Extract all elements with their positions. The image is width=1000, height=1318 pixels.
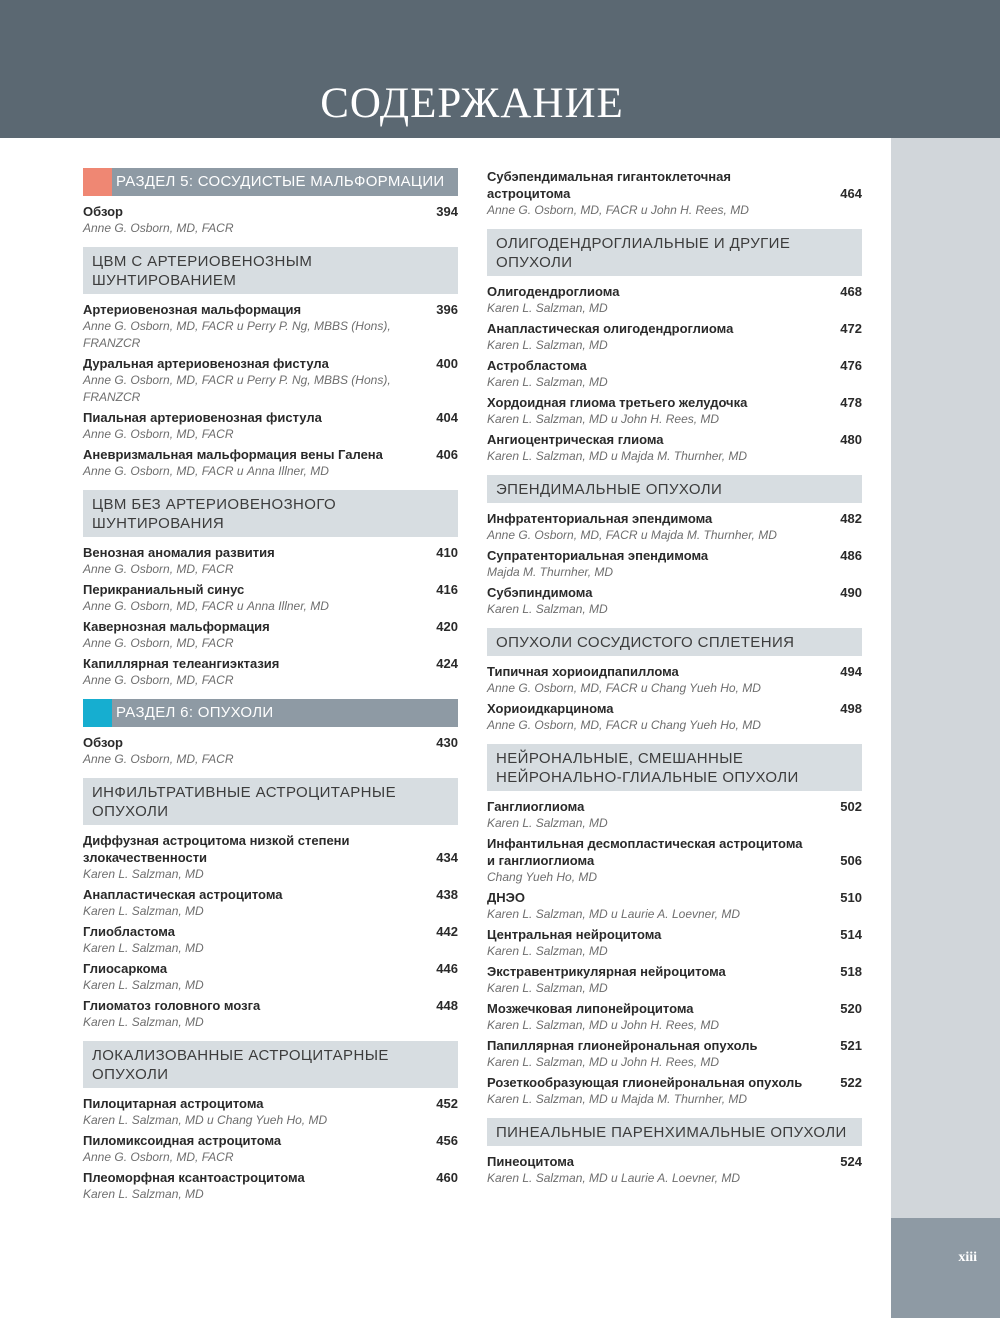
toc-entry[interactable]: [487, 700, 862, 734]
toc-entry[interactable]: [487, 357, 862, 391]
entry-page: 502: [840, 799, 862, 814]
entry-page: 420: [436, 619, 458, 634]
entry-page: 476: [840, 358, 862, 373]
entry-author: Karen L. Salzman, MD и Laurie A. Loevner, MD: [487, 1171, 741, 1185]
entry-title: Центральная нейроцитома: [487, 927, 662, 942]
toc-entry[interactable]: [487, 283, 862, 317]
page-title: СОДЕРЖАНИЕ: [320, 80, 624, 127]
toc-entry[interactable]: [487, 547, 862, 581]
entry-author: Anne G. Osborn, MD, FACR и John H. Rees, MD: [487, 203, 749, 217]
entry-page: 498: [840, 701, 862, 716]
entry-title: Ганглиоглиома: [487, 799, 585, 814]
entry-page: 472: [840, 321, 862, 336]
entry-page: 438: [436, 887, 458, 902]
entry-page: 446: [436, 961, 458, 976]
entry-page: 396: [436, 302, 458, 317]
entry-title: Хориоидкарцинома: [487, 701, 614, 716]
entry-page: 490: [840, 585, 862, 600]
entry-title: Пиальная артериовенозная фистула: [83, 410, 322, 425]
entry-title: Обзор: [83, 735, 123, 750]
entry-title: Перикраниальный синус: [83, 582, 245, 597]
entry-author: Karen L. Salzman, MD: [83, 1015, 204, 1029]
entry-page: 424: [436, 656, 458, 671]
entry-title: Инфратенториальная эпендимома: [487, 511, 713, 526]
toc-entry[interactable]: [83, 301, 458, 352]
entry-title: Мозжечковая липонейроцитома: [487, 1001, 694, 1016]
section-header-neuronal: НЕЙРОНАЛЬНЫЕ, СМЕШАННЫЕ НЕЙРОНАЛЬНО-ГЛИАЛЬНЫЕ ОПУХОЛИ: [487, 744, 862, 791]
toc-entry[interactable]: [83, 734, 458, 768]
entry-page: 400: [436, 356, 458, 371]
toc-entry[interactable]: [487, 584, 862, 618]
section-header-infiltrative: ИНФИЛЬТРАТИВНЫЕ АСТРОЦИТАРНЫЕ ОПУХОЛИ: [83, 778, 458, 825]
part-5-header: [83, 168, 458, 196]
toc-entry[interactable]: [83, 997, 458, 1031]
toc-right-column: [487, 168, 862, 1190]
entry-author: Karen L. Salzman, MD: [487, 338, 608, 352]
entry-author: Anne G. Osborn, MD, FACR: [83, 752, 234, 766]
entry-page: 416: [436, 582, 458, 597]
entry-title: Глиоматоз головного мозга: [83, 998, 261, 1013]
entry-title: Глиосаркома: [83, 961, 168, 976]
entry-page: 448: [436, 998, 458, 1013]
entry-author: Karen L. Salzman, MD: [487, 375, 608, 389]
entry-author: Karen L. Salzman, MD и Laurie A. Loevner, MD: [487, 907, 741, 921]
entry-page: 456: [436, 1133, 458, 1148]
entry-page: 434: [436, 850, 458, 865]
section-header-oligodendroglial: ОЛИГОДЕНДРОГЛИАЛЬНЫЕ И ДРУГИЕ ОПУХОЛИ: [487, 229, 862, 276]
toc-entry[interactable]: [487, 663, 862, 697]
entry-author: Karen L. Salzman, MD и Chang Yueh Ho, MD: [83, 1113, 328, 1127]
entry-title: Глиобластома: [83, 924, 175, 939]
toc-entry[interactable]: [83, 1169, 458, 1203]
entry-author: Anne G. Osborn, MD, FACR и Chang Yueh Ho, MD: [487, 681, 761, 695]
entry-author: Karen L. Salzman, MD: [83, 904, 204, 918]
entry-author: Karen L. Salzman, MD: [83, 941, 204, 955]
entry-author: Karen L. Salzman, MD: [487, 816, 608, 830]
entry-title: Розеткообразующая глионейрональная опухоль: [487, 1075, 803, 1090]
entry-title: Плеоморфная ксантоастроцитома: [83, 1170, 305, 1185]
section-header-shunt: ЦВМ С АРТЕРИОВЕНОЗНЫМ ШУНТИРОВАНИЕМ: [83, 247, 458, 294]
entry-author: Anne G. Osborn, MD, FACR и Anna Illner, MD: [83, 464, 329, 478]
entry-author: Chang Yueh Ho, MD: [487, 870, 598, 884]
right-margin-strip: [891, 138, 1000, 1318]
page-header: [0, 0, 1000, 138]
entry-author: Anne G. Osborn, MD, FACR и Perry P. Ng, MBBS (Hons), FRANZCR: [83, 373, 391, 404]
entry-title: Артериовенозная мальформация: [83, 302, 302, 317]
toc-entry[interactable]: [83, 355, 458, 406]
section-header-choroid-plexus: ОПУХОЛИ СОСУДИСТОГО СПЛЕТЕНИЯ: [487, 628, 862, 656]
entry-title: Анапластическая олигодендроглиома: [487, 321, 734, 336]
page-number-tab: [891, 1218, 1000, 1318]
entry-title: Пиломиксоидная астроцитома: [83, 1133, 282, 1148]
entry-title: Субэпиндимома: [487, 585, 593, 600]
toc-entry[interactable]: [83, 446, 458, 480]
toc-entry[interactable]: [83, 203, 458, 237]
entry-page: 524: [840, 1154, 862, 1169]
entry-title: Ангиоцентрическая глиома: [487, 432, 664, 447]
entry-page: 406: [436, 447, 458, 462]
toc-entry[interactable]: [487, 1074, 862, 1108]
entry-title: Хордоидная глиома третьего желудочка: [487, 395, 748, 410]
entry-author: Anne G. Osborn, MD, FACR и Majda M. Thurnher, MD: [487, 528, 777, 542]
entry-author: Karen L. Salzman, MD: [83, 978, 204, 992]
entry-page: 480: [840, 432, 862, 447]
toc-entry[interactable]: [487, 1037, 862, 1071]
entry-author: Karen L. Salzman, MD: [83, 867, 204, 881]
entry-title: Диффузная астроцитома низкой степени злокачественности: [83, 833, 350, 865]
entry-page: 514: [840, 927, 862, 942]
toc-entry[interactable]: [83, 618, 458, 652]
entry-author: Karen L. Salzman, MD и John H. Rees, MD: [487, 1018, 720, 1032]
entry-page: 522: [840, 1075, 862, 1090]
entry-author: Karen L. Salzman, MD и John H. Rees, MD: [487, 412, 720, 426]
entry-page: 452: [436, 1096, 458, 1111]
toc-entry[interactable]: [83, 655, 458, 689]
toc-entry[interactable]: [487, 926, 862, 960]
toc-entry[interactable]: [487, 1153, 862, 1187]
toc-entry[interactable]: [83, 409, 458, 443]
part-6-color-swatch: [83, 699, 112, 727]
entry-page: 430: [436, 735, 458, 750]
entry-title: Пилоцитарная астроцитома: [83, 1096, 264, 1111]
toc-entry[interactable]: [83, 886, 458, 920]
entry-title: Инфантильная десмопластическая астроцитома и ганглиоглиома: [487, 836, 803, 868]
entry-page: 521: [840, 1038, 862, 1053]
entry-page: 518: [840, 964, 862, 979]
entry-author: Karen L. Salzman, MD и Majda M. Thurnher, MD: [487, 1092, 748, 1106]
toc-entry[interactable]: [83, 544, 458, 578]
entry-author: Karen L. Salzman, MD: [487, 602, 608, 616]
part-5-color-swatch: [83, 168, 112, 196]
toc-entry[interactable]: [487, 889, 862, 923]
entry-page: 442: [436, 924, 458, 939]
entry-author: Anne G. Osborn, MD, FACR и Perry P. Ng, MBBS (Hons), FRANZCR: [83, 319, 391, 350]
toc-entry[interactable]: [83, 1132, 458, 1166]
entry-page: 464: [840, 186, 862, 201]
entry-page: 486: [840, 548, 862, 563]
entry-page: 478: [840, 395, 862, 410]
section-header-pineal: ПИНЕАЛЬНЫЕ ПАРЕНХИМАЛЬНЫЕ ОПУХОЛИ: [487, 1118, 862, 1146]
entry-page: 510: [840, 890, 862, 905]
entry-title: Капиллярная телеангиэктазия: [83, 656, 280, 671]
toc-left-column: [83, 168, 458, 1206]
toc-entry[interactable]: [487, 431, 862, 465]
toc-entry[interactable]: [487, 963, 862, 997]
entry-page: 494: [840, 664, 862, 679]
entry-page: 468: [840, 284, 862, 299]
entry-title: Анапластическая астроцитома: [83, 887, 283, 902]
toc-entry[interactable]: [83, 960, 458, 994]
entry-title: Олигодендроглиома: [487, 284, 620, 299]
entry-title: Венозная аномалия развития: [83, 545, 275, 560]
section-header-localized: ЛОКАЛИЗОВАННЫЕ АСТРОЦИТАРНЫЕ ОПУХОЛИ: [83, 1041, 458, 1088]
entry-title: Субэпендимальная гигантоклеточная астроцитома: [487, 169, 731, 201]
toc-entry[interactable]: [487, 320, 862, 354]
toc-entry[interactable]: [487, 835, 862, 886]
entry-author: Karen L. Salzman, MD: [487, 981, 608, 995]
entry-author: Anne G. Osborn, MD, FACR: [83, 562, 234, 576]
toc-entry[interactable]: [487, 510, 862, 544]
entry-page: 520: [840, 1001, 862, 1016]
entry-author: Anne G. Osborn, MD, FACR и Anna Illner, MD: [83, 599, 329, 613]
part-5-title: РАЗДЕЛ 5: СОСУДИСТЫЕ МАЛЬФОРМАЦИИ: [116, 173, 445, 190]
entry-title: Обзор: [83, 204, 123, 219]
toc-entry[interactable]: [487, 1000, 862, 1034]
entry-author: Karen L. Salzman, MD: [83, 1187, 204, 1201]
entry-author: Anne G. Osborn, MD, FACR: [83, 673, 234, 687]
toc-entry[interactable]: [487, 168, 862, 219]
entry-title: Типичная хориоидпапиллома: [487, 664, 679, 679]
toc-entry[interactable]: [487, 798, 862, 832]
toc-entry[interactable]: [83, 1095, 458, 1129]
entry-page: 394: [436, 204, 458, 219]
section-header-ependymal: ЭПЕНДИМАЛЬНЫЕ ОПУХОЛИ: [487, 475, 862, 503]
entry-title: Аневризмальная мальформация вены Галена: [83, 447, 383, 462]
entry-author: Majda M. Thurnher, MD: [487, 565, 614, 579]
section-header-no-shunt: ЦВМ БЕЗ АРТЕРИОВЕНОЗНОГО ШУНТИРОВАНИЯ: [83, 490, 458, 537]
part-6-title: РАЗДЕЛ 6: ОПУХОЛИ: [116, 704, 274, 721]
entry-author: Anne G. Osborn, MD, FACR: [83, 221, 234, 235]
entry-title: ДНЭО: [487, 890, 526, 905]
entry-page: 482: [840, 511, 862, 526]
toc-entry[interactable]: [83, 832, 458, 883]
entry-author: Karen L. Salzman, MD и John H. Rees, MD: [487, 1055, 720, 1069]
toc-entry[interactable]: [83, 923, 458, 957]
entry-author: Karen L. Salzman, MD: [487, 944, 608, 958]
entry-title: Супратенториальная эпендимома: [487, 548, 709, 563]
entry-page: 410: [436, 545, 458, 560]
entry-title: Папиллярная глионейрональная опухоль: [487, 1038, 758, 1053]
entry-author: Anne G. Osborn, MD, FACR и Chang Yueh Ho, MD: [487, 718, 761, 732]
entry-title: Экстравентрикулярная нейроцитома: [487, 964, 726, 979]
toc-entry[interactable]: [487, 394, 862, 428]
part-6-header: [83, 699, 458, 727]
page-number: xiii: [958, 1250, 977, 1265]
toc-entry[interactable]: [83, 581, 458, 615]
entry-page: 506: [840, 853, 862, 868]
entry-title: Дуральная артериовенозная фистула: [83, 356, 329, 371]
entry-author: Anne G. Osborn, MD, FACR: [83, 427, 234, 441]
entry-author: Anne G. Osborn, MD, FACR: [83, 1150, 234, 1164]
entry-title: Пинеоцитома: [487, 1154, 574, 1169]
entry-title: Астробластома: [487, 358, 587, 373]
entry-title: Кавернозная мальформация: [83, 619, 270, 634]
entry-author: Anne G. Osborn, MD, FACR: [83, 636, 234, 650]
entry-page: 460: [436, 1170, 458, 1185]
entry-page: 404: [436, 410, 458, 425]
entry-author: Karen L. Salzman, MD: [487, 301, 608, 315]
entry-author: Karen L. Salzman, MD и Majda M. Thurnher, MD: [487, 449, 748, 463]
